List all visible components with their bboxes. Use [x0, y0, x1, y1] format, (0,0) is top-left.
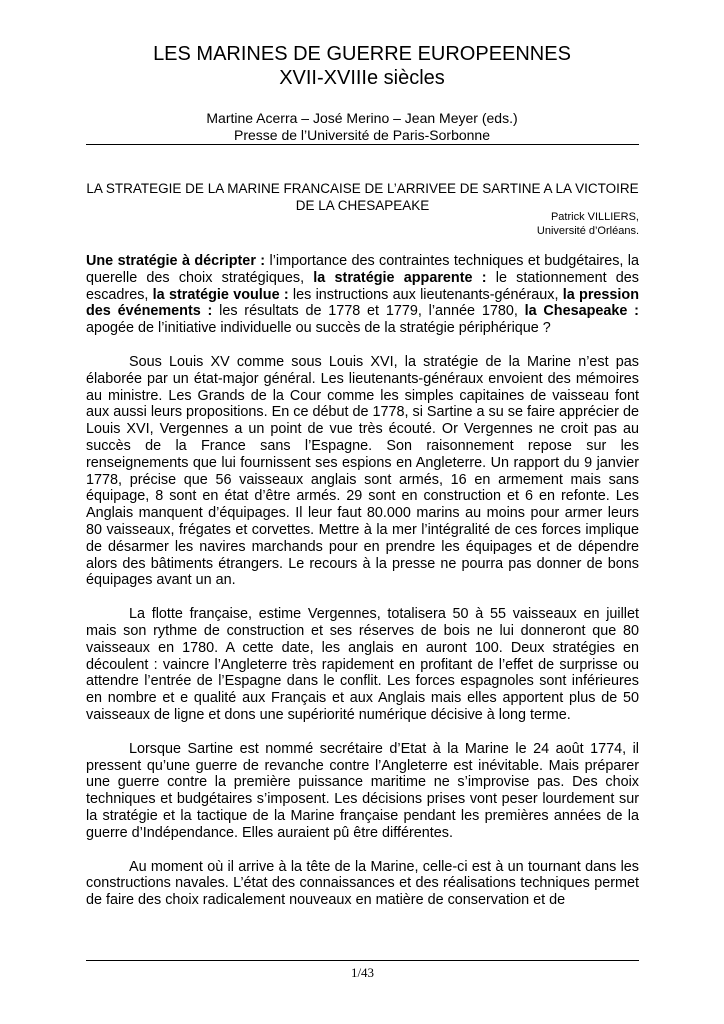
footer-divider — [86, 960, 639, 961]
summary-bold-5: la Chesapeake : — [524, 303, 639, 320]
summary-text-3: les instructions aux lieutenants-généraux, — [288, 286, 563, 303]
book-title-line-2: XVII-XVIIIe siècles — [279, 67, 445, 89]
author-affiliation: Université d’Orléans. — [536, 224, 639, 237]
summary-text-5: apogée de l’initiative individuelle ou succès de la stratégie périphérique ? — [86, 320, 551, 337]
body-paragraph: La flotte française, estime Vergennes, totalisera 50 à 55 vaisseaux en juillet mais son rythme de construction et ses réserves de bois ne lui donneront que 80 vaisseaux en 1780. A cette date, les anglais en auront 100. Deux stratégies en découlent : vaincre l’Angleterre très rapidement en profitant de l’effet de surprisse ou attendre l’entrée de l’Espagne dans le conflit. Les forces espagnoles sont inférieures en nombre et e qualité aux Français et aux Anglais mais elles apportent plus de 50 vaisseaux de ligne et dons une supériorité numérique décisive à long terme. — [86, 606, 639, 723]
page-number: 1/43 — [350, 965, 375, 980]
header-divider — [86, 144, 639, 145]
body-paragraph: Au moment où il arrive à la tête de la Marine, celle-ci est à un tournant dans les constructions navales. L’état des connaissances et des réalisations techniques permet de faire des choix radicalement nouveaux en matière de conservation et de — [86, 858, 639, 909]
summary-bold-3: la stratégie voulue : — [152, 286, 289, 303]
article-title: LA STRATEGIE DE LA MARINE FRANCAISE DE L’ARRIVEE DE SARTINE A LA VICTOIRE DE LA CHESAPEAKE — [86, 181, 639, 213]
book-title-line-1: LES MARINES DE GUERRE EUROPEENNES — [153, 43, 571, 65]
book-title — [80, 42, 644, 90]
editors-block — [80, 110, 644, 144]
body-paragraph: Lorsque Sartine est nommé secrétaire d’Etat à la Marine le 24 août 1774, il pressent qu’une guerre de revanche contre l’Angleterre est inévitable. Mais préparer une guerre contre la première puissance maritime ne s’improvise pas. Des choix techniques et budgétaires s’imposent. Les décisions prises vont peser lourdement sur la stratégie et la tactique de la Marine française pendant les premières années de la guerre d’Indépendance. Elles auraient pû être différentes. — [86, 740, 639, 841]
publisher: Presse de l’Université de Paris-Sorbonne — [233, 127, 490, 143]
article-body — [86, 253, 639, 926]
summary-bold-1: Une stratégie à décripter : — [86, 253, 266, 269]
summary-text-1: l’importance des contraintes techniques et budgétaires, la querelle des choix stratégiques, — [86, 253, 640, 286]
summary-text-2: le stationnement des escadres, — [86, 269, 640, 303]
author-name: Patrick VILLIERS, — [550, 211, 639, 223]
summary-bold-4: la pression des événements : — [86, 286, 640, 320]
author-block — [537, 211, 639, 238]
summary-paragraph — [86, 253, 639, 337]
summary-bold-2: la stratégie apparente : — [313, 269, 487, 286]
summary-text-4: les résultats de 1778 et 1779, l’année 1780, — [212, 303, 525, 320]
editors: Martine Acerra – José Merino – Jean Meyer (eds.) — [206, 110, 518, 126]
body-paragraph: Sous Louis XV comme sous Louis XVI, la stratégie de la Marine n’est pas élaborée par un état-major général. Les lieutenants-généraux envoient des mémoires au ministre. Les Grands de la Cour comme les simples capitaines de vaisseau font aux aussi leurs propositions. En ce début de 1778, si Sartine a su se faire apprécier de Louis XVI, Vergennes a un point de vue très écouté. Or Vergennes ne croit pas au succès de la France sans l’Espagne. Son raisonnement repose sur les renseignements que lui fournissent ses espions en Angleterre. Un rapport du 9 janvier 1778, précise que 56 vaisseaux anglais sont armés, 16 en armement mais sans équipage, 8 sont en état d’être armés. 29 sont en construction et 6 en refonte. Les Anglais manquent d’équipages. Il leur faut 80.000 marins au moins pour armer leurs 80 vaisseaux, frégates et corvettes. Mettre à la mer l’intégralité de ces forces implique de désarmer les navires marchands pour en prendre les équipages et de dépendre alors des bâtiments étrangers. Le recours à la presse ne pourra pas donner de bons équipages avant un an. — [86, 353, 639, 589]
